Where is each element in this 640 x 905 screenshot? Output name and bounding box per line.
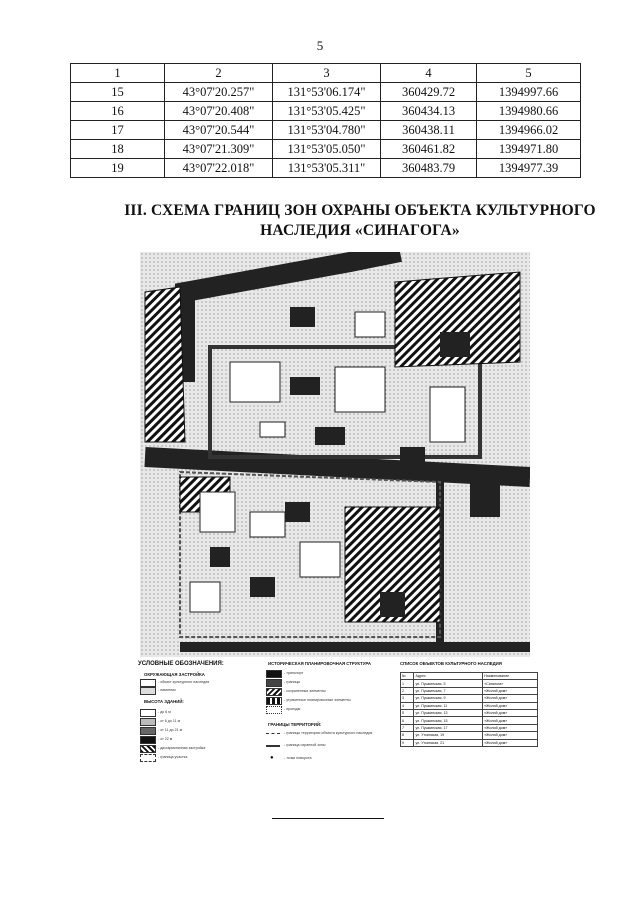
table-cell: ул. Пушкинская, 7 [414, 687, 483, 694]
table-cell: 17 [71, 121, 165, 140]
table-row [401, 702, 538, 709]
legend-swatch [266, 733, 280, 734]
legend-swatch [140, 727, 156, 735]
table-cell: 360434.13 [381, 102, 477, 121]
table-cell: «Жилой дом» [483, 739, 538, 746]
coordinates-table [70, 63, 581, 178]
header-cell: 3 [273, 64, 381, 83]
table-row [71, 140, 581, 159]
legend-item: - до 6 м [158, 710, 171, 714]
table-row [401, 732, 538, 739]
legend-item: - границы территории объекта культурного наследия [284, 731, 373, 735]
legend-item: - от 22 м [158, 737, 173, 741]
header-cell: Наименование [483, 673, 538, 680]
table-cell: ул. Пушкинская, 11 [414, 702, 483, 709]
table-cell: 131°53'05.311" [273, 159, 381, 178]
table-cell: 9 [401, 739, 414, 746]
legend-swatch [140, 679, 156, 687]
legend-item: - транспорт [284, 671, 304, 675]
table-cell: 1394997.66 [477, 83, 581, 102]
table-cell: ул. Уткинская, 21 [414, 739, 483, 746]
table-cell: 43°07'20.257" [165, 83, 273, 102]
table-cell: 131°53'06.174" [273, 83, 381, 102]
table-row [401, 739, 538, 746]
table-header-row [71, 64, 581, 83]
legend-swatch [266, 670, 282, 678]
table-cell: «Жилой дом» [483, 717, 538, 724]
legend-swatch [140, 687, 156, 695]
page-number: 5 [316, 38, 324, 53]
legend-objects-heading: СПИСОК ОБЪЕКТОВ КУЛЬТУРНОГО НАСЛЕДИЯ [400, 661, 502, 666]
table-cell: 15 [71, 83, 165, 102]
table-cell: 1 [401, 680, 414, 687]
table-cell: 131°53'05.425" [273, 102, 381, 121]
table-cell: 1394966.02 [477, 121, 581, 140]
table-row [401, 724, 538, 731]
table-row [401, 717, 538, 724]
section-title-line2: НАСЛЕДИЯ «СИНАГОГА» [260, 222, 460, 239]
table-cell: 19 [71, 159, 165, 178]
table-row [401, 709, 538, 716]
table-cell: 18 [71, 140, 165, 159]
map-legend [138, 658, 538, 808]
legend-item: - объект культурного наследия [158, 680, 210, 684]
table-row [71, 102, 581, 121]
legend-item: - точки поворота [284, 756, 312, 760]
legend-swatch [266, 697, 282, 705]
table-cell: 1394971.80 [477, 140, 581, 159]
legend-swatch [266, 688, 282, 696]
legend-swatch [140, 718, 156, 726]
legend-swatch [266, 706, 282, 714]
table-cell: «Жилой дом» [483, 702, 538, 709]
legend-boundaries-heading: ГРАНИЦЫ ТЕРРИТОРИЙ: [268, 722, 322, 727]
signature-line [272, 818, 384, 819]
header-cell: № [401, 673, 414, 680]
table-cell: 360483.79 [381, 159, 477, 178]
header-cell: Адрес [414, 673, 483, 680]
turning-point-icon: ● [270, 755, 274, 761]
table-cell: 43°07'21.309" [165, 140, 273, 159]
legend-item: - памятник [158, 688, 176, 692]
legend-item: - проезды [284, 707, 301, 711]
legend-swatch [266, 679, 282, 687]
table-cell: 3 [401, 695, 414, 702]
section-title-line1: III. СХЕМА ГРАНИЦ ЗОН ОХРАНЫ ОБЪЕКТА КУЛЬТУРНОГО [124, 202, 596, 219]
header-cell: 5 [477, 64, 581, 83]
legend-heights-heading: ВЫСОТА ЗДАНИЙ: [144, 699, 184, 704]
table-cell: 43°07'22.018" [165, 159, 273, 178]
table-cell: 360461.82 [381, 140, 477, 159]
table-cell: 131°53'05.050" [273, 140, 381, 159]
legend-swatch [140, 745, 156, 753]
table-row [401, 680, 538, 687]
table-cell: 1394980.66 [477, 102, 581, 121]
table-row [71, 121, 581, 140]
map-drawing [140, 252, 530, 657]
table-cell: «Жилой дом» [483, 732, 538, 739]
table-row [401, 695, 538, 702]
table-cell: 7 [401, 724, 414, 731]
table-cell: ул. Пушкинская, 17 [414, 724, 483, 731]
header-cell: 4 [381, 64, 477, 83]
table-cell: 16 [71, 102, 165, 121]
table-cell: 1394977.39 [477, 159, 581, 178]
table-header-row [401, 673, 538, 680]
table-cell: 5 [401, 709, 414, 716]
section-title [70, 201, 640, 241]
table-cell: «Жилой дом» [483, 724, 538, 731]
legend-item: - утраченные планировочные элементы [284, 698, 351, 702]
legend-item: - от 11 до 21 м [158, 728, 183, 732]
header-cell: 2 [165, 64, 273, 83]
legend-item: - границы [284, 680, 301, 684]
legend-swatch [140, 709, 156, 717]
table-cell: ул. Пушкинская, 15 [414, 717, 483, 724]
legend-swatch [266, 745, 280, 747]
heritage-objects-table [400, 672, 538, 747]
legend-item: - граница участка [158, 755, 188, 759]
legend-swatch [140, 754, 156, 762]
legend-historic-heading: ИСТОРИЧЕСКАЯ ПЛАНИРОВОЧНАЯ СТРУКТУРА [268, 661, 372, 666]
legend-item: - от 6 до 11 м [158, 719, 181, 723]
table-cell: 43°07'20.544" [165, 121, 273, 140]
legend-item: - сохраненные элементы [284, 689, 326, 693]
table-cell: «Синагога» [483, 680, 538, 687]
table-cell: 360438.11 [381, 121, 477, 140]
legend-swatch [140, 736, 156, 744]
table-cell: «Жилой дом» [483, 709, 538, 716]
table-cell: 131°53'04.780" [273, 121, 381, 140]
table-row [401, 687, 538, 694]
table-cell: 43°07'20.408" [165, 102, 273, 121]
legend-item: - граница охранной зоны [284, 743, 326, 747]
table-cell: 8 [401, 732, 414, 739]
table-cell: ул. Уткинская, 19 [414, 732, 483, 739]
table-cell: ул. Пушкинская, 5 [414, 680, 483, 687]
table-cell: «Жилой дом» [483, 687, 538, 694]
legend-heading: УСЛОВНЫЕ ОБОЗНАЧЕНИЯ: [138, 661, 224, 667]
table-cell: ул. Пушкинская, 13 [414, 709, 483, 716]
table-cell: «Жилой дом» [483, 695, 538, 702]
legend-item: - дисгармоничная застройка [158, 746, 206, 750]
header-cell: 1 [71, 64, 165, 83]
table-cell: ул. Пушкинская, 9 [414, 695, 483, 702]
table-cell: 360429.72 [381, 83, 477, 102]
table-row [71, 83, 581, 102]
legend-surrounding-heading: ОКРУЖАЮЩАЯ ЗАСТРОЙКА [144, 672, 205, 677]
table-cell: 4 [401, 702, 414, 709]
table-cell: 6 [401, 717, 414, 724]
protection-zone-map [140, 252, 530, 657]
table-cell: 2 [401, 687, 414, 694]
table-row [71, 159, 581, 178]
